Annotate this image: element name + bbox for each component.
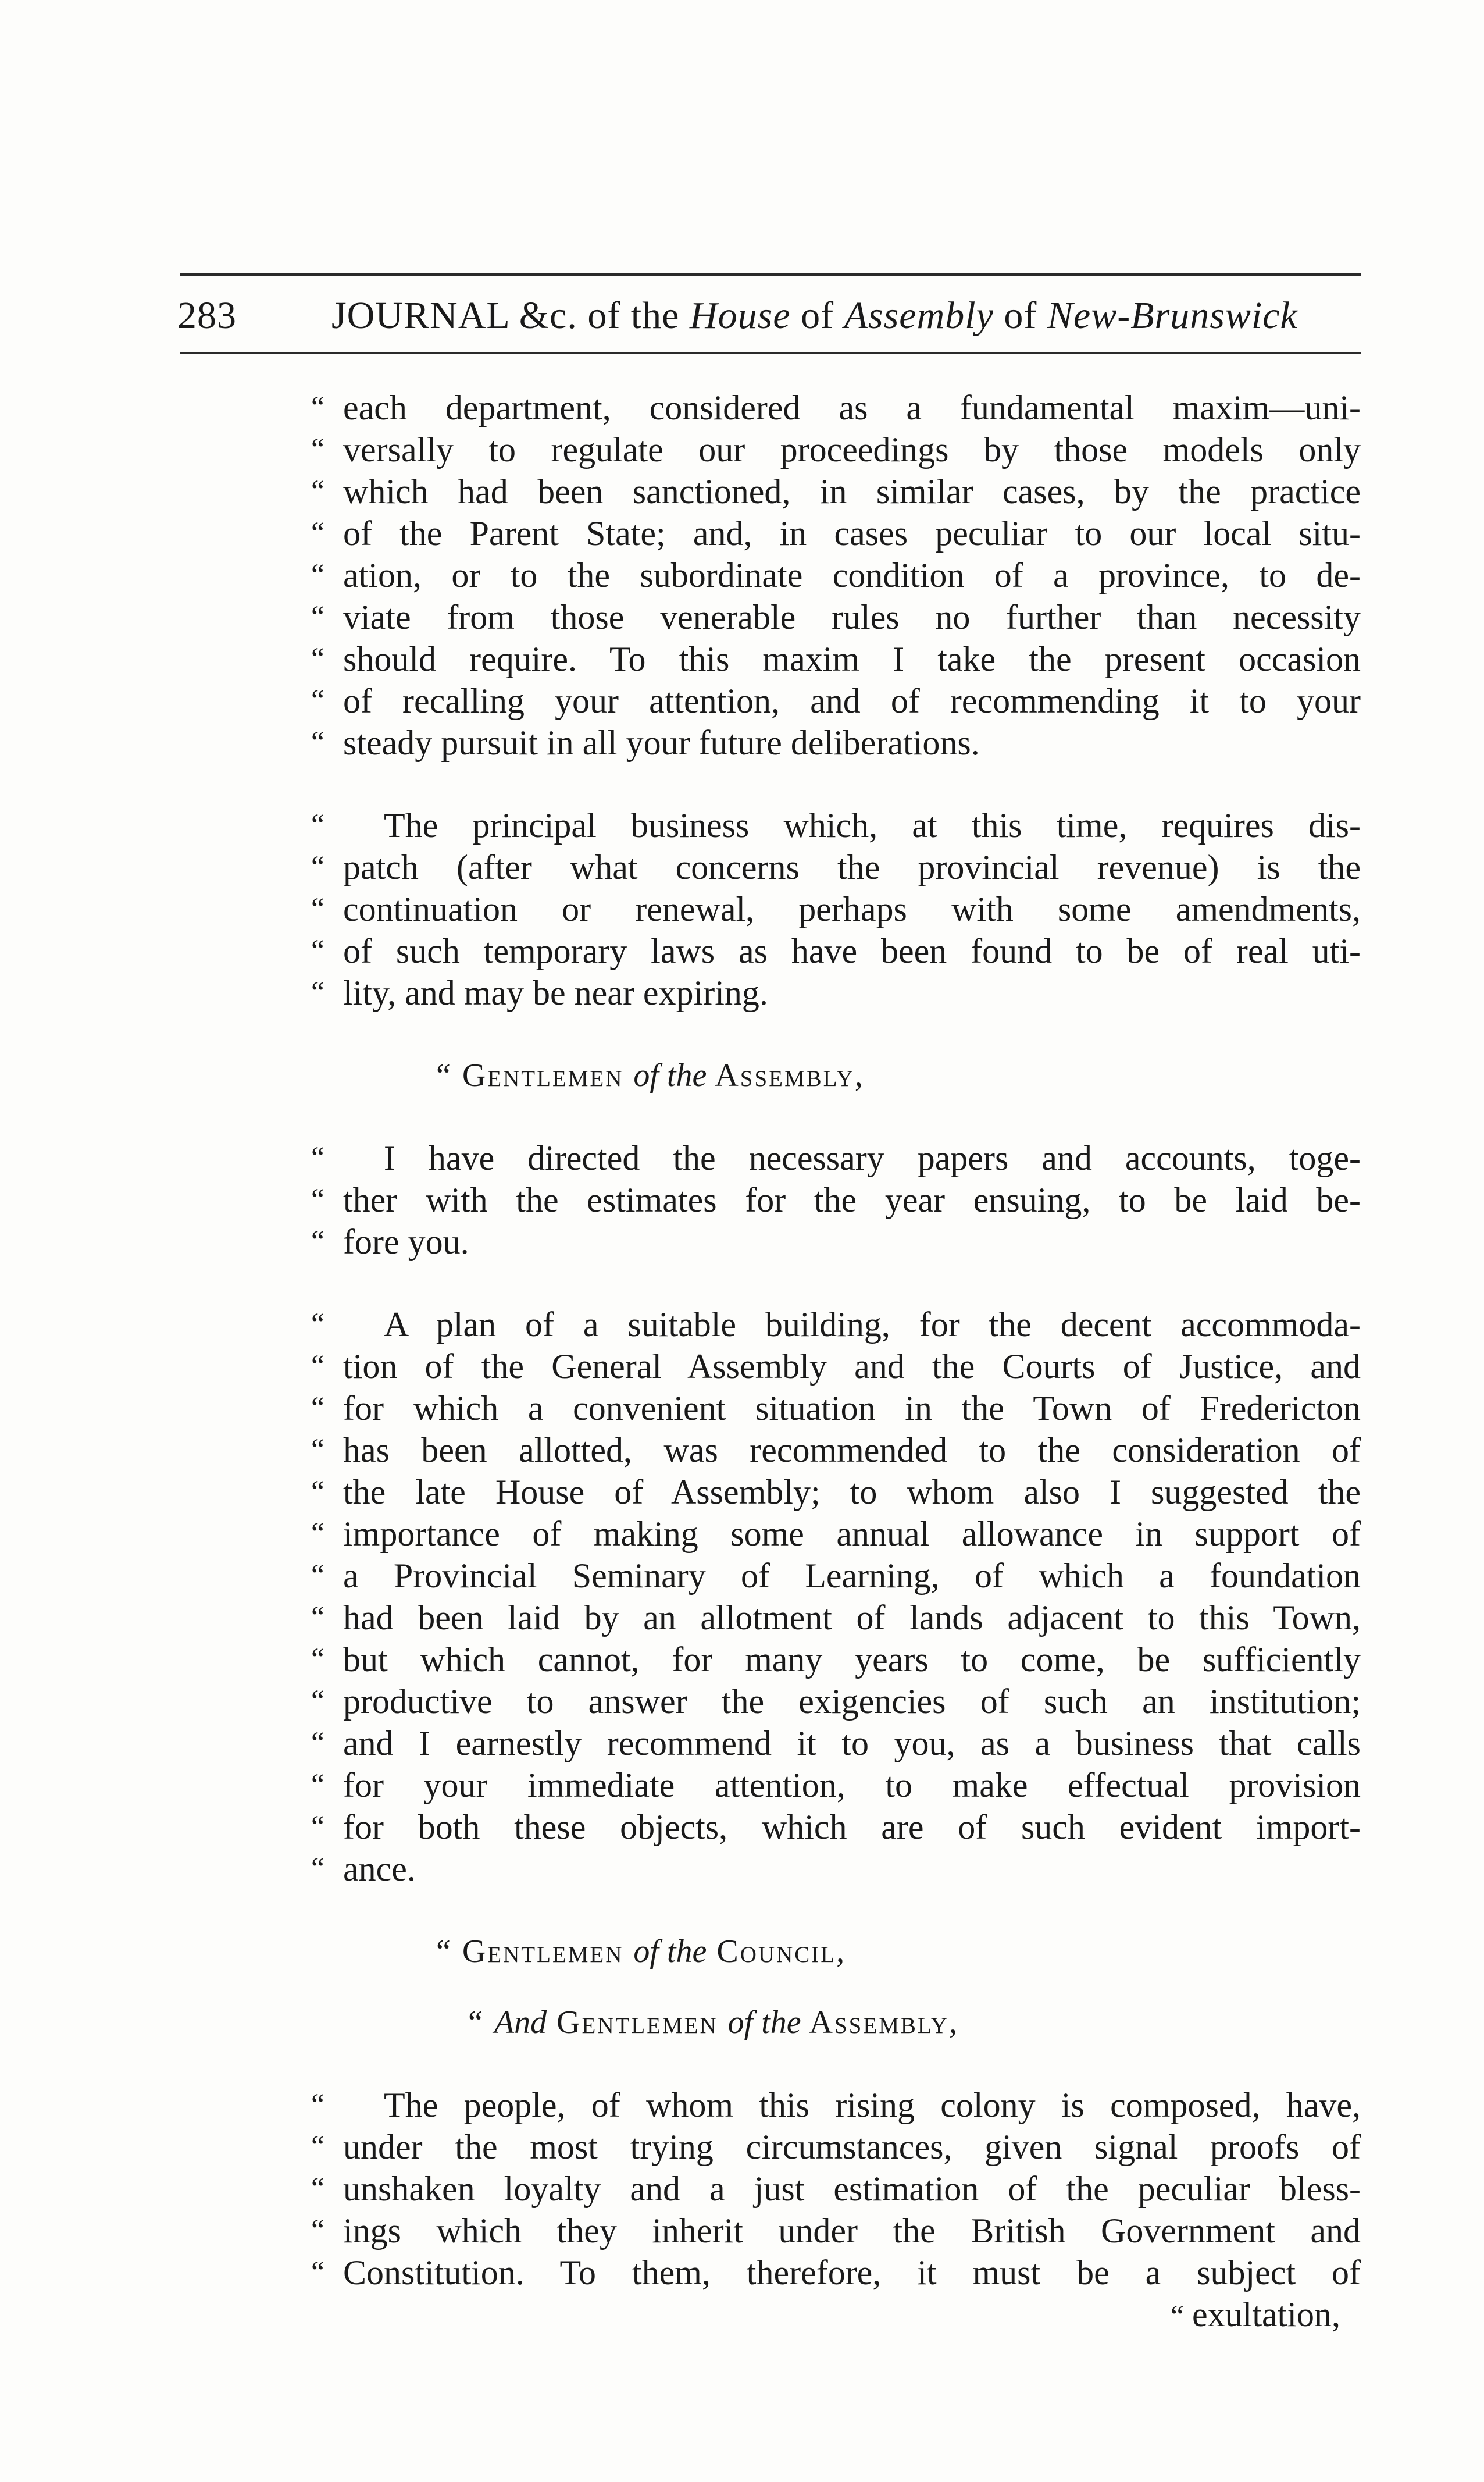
address-heading-and-assembly: “ And Gentlemen of the Assembly, bbox=[468, 2004, 959, 2041]
text-line: “ should require. To this maxim I take the present occasion bbox=[311, 640, 1361, 678]
text-line: “ for your immediate attention, to make effectual provision bbox=[311, 1766, 1361, 1804]
text-line: “ each department, considered as a fundamental maxim—uni- bbox=[311, 389, 1361, 427]
text-line: “ has been allotted, was recommended to the consideration of bbox=[311, 1431, 1361, 1469]
paragraph-5 bbox=[311, 2084, 1361, 2294]
text-line: “ The principal business which, at this time, requires dis- bbox=[311, 806, 1361, 845]
text-line: “ had been laid by an allotment of lands adjacent to this Town, bbox=[311, 1598, 1361, 1637]
text-line: “ and I earnestly recommend it to you, as a business that calls bbox=[311, 1724, 1361, 1762]
body-text bbox=[311, 387, 1361, 2338]
text-line: “ importance of making some annual allowance in support of bbox=[311, 1515, 1361, 1553]
text-line: “ the late House of Assembly; to whom also I suggested the bbox=[311, 1473, 1361, 1511]
text-line: “ productive to answer the exigencies of such an institution; bbox=[311, 1682, 1361, 1721]
text-line: “ viate from those venerable rules no further than necessity bbox=[311, 598, 1361, 636]
text-line: “ ings which they inherit under the British Government and bbox=[311, 2212, 1361, 2250]
catchword: “ exultation, bbox=[1170, 2295, 1340, 2334]
text-line: “ but which cannot, for many years to come, be sufficiently bbox=[311, 1640, 1361, 1679]
text-line: “ under the most trying circumstances, given signal proofs of bbox=[311, 2128, 1361, 2166]
text-line: “ I have directed the necessary papers and accounts, toge- bbox=[311, 1139, 1361, 1177]
header-rule-bottom bbox=[180, 352, 1361, 354]
paragraph-4 bbox=[311, 1304, 1361, 1890]
text-line: “ of recalling your attention, and of recommending it to your bbox=[311, 682, 1361, 720]
text-line: “ A plan of a suitable building, for the decent accommoda- bbox=[311, 1305, 1361, 1344]
text-line: “ a Provincial Seminary of Learning, of which a foundation bbox=[311, 1557, 1361, 1595]
text-line: “ of the Parent State; and, in cases peculiar to our local situ- bbox=[311, 514, 1361, 553]
text-line: “ The people, of whom this rising colony is composed, have, bbox=[311, 2086, 1361, 2124]
text-line: “ for which a convenient situation in the Town of Fredericton bbox=[311, 1389, 1361, 1427]
paragraph-1 bbox=[311, 387, 1361, 764]
text-line: “ tion of the General Assembly and the Courts of Justice, and bbox=[311, 1347, 1361, 1386]
paragraph-2 bbox=[311, 804, 1361, 1014]
running-header bbox=[177, 294, 1361, 352]
paragraph-3 bbox=[311, 1137, 1361, 1263]
text-line: “ for both these objects, which are of such evident import- bbox=[311, 1808, 1361, 1846]
text-line: “ continuation or renewal, perhaps with some amendments, bbox=[311, 890, 1361, 928]
address-heading-assembly: “ Gentlemen of the Assembly, bbox=[436, 1057, 865, 1094]
text-line: “ patch (after what concerns the provincial revenue) is the bbox=[311, 848, 1361, 886]
running-head-title: JOURNAL &c. of the House of Assembly of New-Brunswick bbox=[331, 294, 1298, 337]
address-heading-council: “ Gentlemen of the Council, bbox=[436, 1933, 847, 1970]
text-line: “ steady pursuit in all your future deliberations. bbox=[311, 724, 980, 762]
text-line: “ ation, or to the subordinate condition of a province, to de- bbox=[311, 556, 1361, 594]
text-line: “ ance. bbox=[311, 1850, 416, 1888]
text-line: “ of such temporary laws as have been found to be of real uti- bbox=[311, 932, 1361, 970]
text-line: “ Constitution. To them, therefore, it must be a subject of bbox=[311, 2253, 1361, 2292]
text-line: “ fore you. bbox=[311, 1223, 469, 1261]
text-line: “ ther with the estimates for the year ensuing, to be laid be- bbox=[311, 1181, 1361, 1219]
text-line: “ versally to regulate our proceedings by those models only bbox=[311, 430, 1361, 469]
text-line: “ which had been sanctioned, in similar cases, by the practice bbox=[311, 472, 1361, 511]
header-rule-top bbox=[180, 273, 1361, 276]
text-line: “ lity, and may be near expiring. bbox=[311, 974, 768, 1012]
page-number: 283 bbox=[177, 294, 237, 337]
text-line: “ unshaken loyalty and a just estimation of the peculiar bless- bbox=[311, 2170, 1361, 2208]
